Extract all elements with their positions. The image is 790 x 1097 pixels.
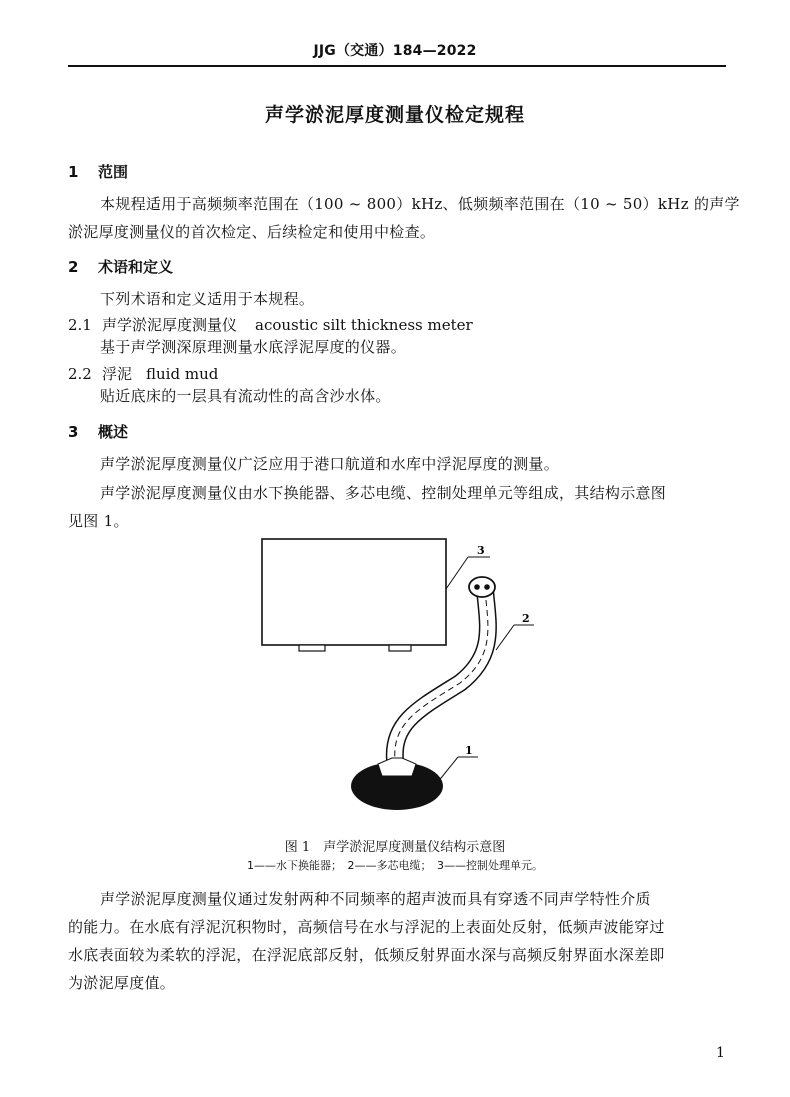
term-2-1-number: 2.1 bbox=[68, 316, 92, 334]
leader-2 bbox=[496, 625, 514, 650]
closing-para-line-2: 的能力。在水底有浮泥沉积物时，高频信号在水与浮泥的上表面处反射，低频声波能穿过 bbox=[68, 918, 665, 936]
figure-label-2: 2 bbox=[522, 612, 530, 625]
figure-legend: 1——水下换能器； 2——多芯电缆； 3——控制处理单元。 bbox=[247, 859, 543, 872]
page-number: 1 bbox=[716, 1045, 725, 1061]
section-1-para-line-1: 本规程适用于高频频率范围在（100 ~ 800）kHz、低频频率范围在（10 ~ 50）kHz 的声学 bbox=[100, 195, 740, 213]
section-2-title: 术语和定义 bbox=[98, 258, 174, 276]
term-2-2-english: fluid mud bbox=[146, 365, 219, 383]
figure-label-1: 1 bbox=[465, 744, 473, 757]
section-3-para-2-line-2: 见图 1。 bbox=[68, 512, 129, 530]
control-unit-box bbox=[262, 539, 446, 645]
closing-para-line-4: 为淤泥厚度值。 bbox=[68, 974, 176, 992]
term-2-1-definition: 基于声学测深原理测量水底浮泥厚度的仪器。 bbox=[100, 338, 407, 356]
section-2-number: 2 bbox=[68, 258, 79, 276]
control-unit-foot-right bbox=[389, 645, 411, 651]
section-3-number: 3 bbox=[68, 423, 79, 441]
term-2-2-name: 浮泥 bbox=[102, 365, 133, 383]
section-2-intro: 下列术语和定义适用于本规程。 bbox=[100, 290, 315, 308]
section-1-para-line-2: 淤泥厚度测量仪的首次检定、后续检定和使用中检查。 bbox=[68, 223, 436, 241]
control-unit-foot-left bbox=[299, 645, 325, 651]
section-3-para-2-line-1: 声学淤泥厚度测量仪由水下换能器、多芯电缆、控制处理单元等组成，其结构示意图 bbox=[100, 484, 667, 502]
leader-3 bbox=[446, 557, 468, 589]
page-title: 声学淤泥厚度测量仪检定规程 bbox=[264, 104, 525, 126]
cable-end bbox=[469, 577, 495, 597]
section-3-para-1: 声学淤泥厚度测量仪广泛应用于港口航道和水库中浮泥厚度的测量。 bbox=[100, 455, 560, 473]
term-2-1-name: 声学淤泥厚度测量仪 bbox=[102, 316, 238, 334]
section-1-number: 1 bbox=[68, 163, 79, 181]
section-1-title: 范围 bbox=[98, 163, 129, 181]
document-code-header: JJG（交通）184—2022 bbox=[313, 43, 477, 59]
section-3-title: 概述 bbox=[98, 423, 129, 441]
term-2-2-number: 2.2 bbox=[68, 365, 92, 383]
figure-label-3: 3 bbox=[477, 544, 485, 557]
closing-para-line-3: 水底表面较为柔软的浮泥，在浮泥底部反射，低频反射界面水深与高频反射界面水深差即 bbox=[68, 946, 665, 964]
closing-para-line-1: 声学淤泥厚度测量仪通过发射两种不同频率的超声波而具有穿透不同声学特性介质 bbox=[100, 890, 651, 908]
figure-caption: 图 1 声学淤泥厚度测量仪结构示意图 bbox=[284, 840, 506, 855]
term-2-1-english: acoustic silt thickness meter bbox=[255, 316, 473, 334]
leader-1 bbox=[437, 757, 458, 783]
term-2-2-definition: 贴近底床的一层具有流动性的高含沙水体。 bbox=[100, 387, 391, 405]
